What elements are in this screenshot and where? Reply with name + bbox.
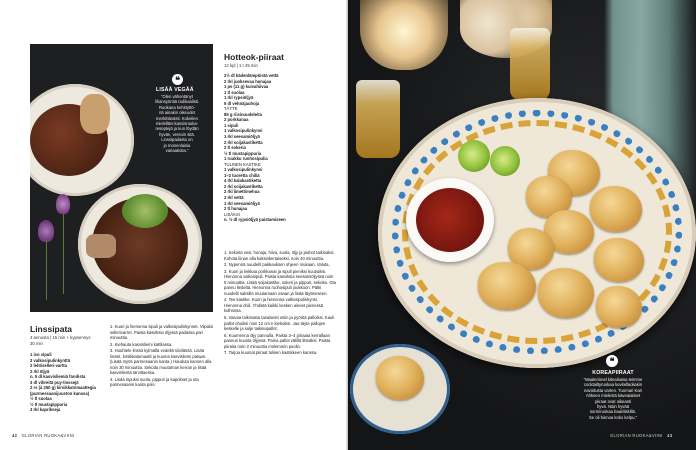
page-gutter — [346, 0, 350, 450]
page-folio-left — [12, 433, 74, 438]
page-folio-right — [610, 433, 672, 438]
ingredient-item: 2 rkl vettä — [224, 195, 244, 201]
tulip-image — [56, 194, 70, 214]
magazine-name: GLORIAN RUOKA&VIINI — [610, 433, 663, 438]
chili-sauce-image — [416, 188, 484, 252]
ingredient-section-heading: TÄYTE — [224, 106, 238, 112]
ingredient-item: 2 tl sokeria — [224, 145, 246, 151]
pie-image — [596, 286, 642, 328]
quote-icon: ❝ — [606, 355, 618, 367]
ingredient-item: ½ tl mustapippuria — [224, 150, 262, 156]
celery-leaves-image — [122, 194, 168, 228]
pie-image — [594, 238, 644, 282]
magazine-name: GLORIAN RUOKA&VIINI — [21, 433, 75, 438]
ingredient-item: 1–2 tuoretta chiliä — [224, 172, 260, 178]
ingredient-list-hotteok — [224, 73, 334, 223]
ingredient-item: 1 sipuli — [224, 122, 239, 128]
ingredient-item: 2 rkl soijakastiketta — [224, 183, 263, 189]
ingredient-item: 85 g riisinuudeleita — [224, 111, 262, 117]
ingredient-item: 1 ps (11 g) kuivahiivaa — [224, 84, 269, 90]
ingredient-item: 2 rkl limettimehua — [224, 189, 260, 195]
step-text: 5. Vaivaa taikinasta tasaisesti osiin ja pyöritä palloiksi. Kauli pallot ohuiksi noin 12 cm:n kiekoiksi. Jaa täyte pallojen keskelle ja sulje taikinapallot. — [224, 315, 335, 332]
ingredient-item: n. 5 dl kasvisliemiä fondista — [30, 374, 86, 380]
right-page-photo — [348, 0, 696, 450]
ingredient-section-heading: TULINEN KASTIKE — [224, 161, 261, 167]
lime-image — [490, 146, 520, 176]
recipe-title-hotteok: Hotteok-piiraat — [224, 52, 284, 62]
step-text: 3. Kuori ja leikkaa porkkanat ja sipuli pieniksi kuutioiksi. Hienonna valkosipuli. Paista kasviksia seesamiöljyssä noin 5 minuuttia. Lisää soijakastike, sokeri ja pippuri, sekoita. Ota pannu liedeltä. Hienonna ruohosipuli joukkoon. Pätki nuudelit saksilla muutamaan osaan ja lisää täytteeseen. — [224, 268, 336, 296]
recipe-meta: 30 min — [30, 341, 43, 346]
lime-image — [458, 140, 490, 172]
recipe-title-linssipata: Linssipata — [30, 324, 73, 334]
ingredient-item: 2½ dl kädenlämpöistä vettä — [224, 73, 279, 78]
step-text: 1. Kuori ja hienonna sipuli ja valkosipulinkynnet. Viipaloi sellerivarret. Paista kasviksia öljyssä padassa pari minuuttia. — [110, 324, 214, 341]
page-number: 43 — [667, 433, 673, 438]
ingredient-item: ½ tl suolaa — [30, 396, 52, 402]
steps-hotteok — [224, 250, 336, 357]
ingredient-item: 2 rkl juoksevaa hunajaa — [224, 78, 272, 84]
lentil-stew-photo — [30, 44, 213, 312]
step-text: 7. Tarjoa kuumat piiraat tulisen kastikkeen kanssa. — [224, 350, 318, 356]
ingredient-item: (purmessaanijuuston kanssa) — [30, 390, 90, 396]
tulip-stem — [63, 214, 64, 294]
pie-image — [478, 262, 536, 310]
tulip-image — [38, 220, 54, 242]
beer-glass-image — [510, 28, 550, 100]
ingredient-item: n. ½ dl rypsiöljyä paistamiseen — [224, 217, 286, 223]
ingredient-item: 2 porkkanaa — [224, 117, 249, 123]
ingredient-item: 1 tl suolaa — [224, 89, 245, 95]
ingredient-item: 1 rkl rypsiöljyä — [224, 95, 254, 101]
pie-image — [538, 268, 594, 318]
step-text: 4. Tee kastike. Kuori ja hienonna valkosipulinkynsi. Hienonna chili. Yhdistä kaikki kesken aineet pienessä kulhossa. — [224, 297, 324, 314]
ingredient-item: 2 rkl soijakastiketta — [224, 139, 263, 145]
candle-image — [360, 0, 448, 70]
tip-text: ”Maalerinnel kiteailussa teimme cocktailtyruokaa kuvitellaoliakin navoitusta varten. Tuomari Kari Ahkeen mielestä käveaiatiset piiraat ovat oikeasti hyvä. Näin hyvää sormiruokaa baaritiskillä. Se oli hienoa koko kelpu.” — [583, 377, 643, 420]
ingredient-item: 2 lehtiselleri-vartta — [30, 363, 68, 369]
step-text: 3. Huuhtele linssit kylmällä vedellä siivilässä. Lisää linssit, kirsikkatomaatit ja kuuma kasvisliemi pataan. (Lisää myös parmesaanin kanta.) Hauduta kannen alla noin 30 minuuttia. Sekoita muutaman kerran ja lisää kasvislientä tarvittaessa. — [110, 348, 212, 376]
ingredient-item: 1 rkl seesamiöljyä — [224, 134, 260, 140]
ingredient-item: 3 rkl kaprikseja — [30, 407, 61, 413]
ingredient-item: 1 valkosipulinkynsi — [224, 128, 263, 134]
pie-image — [590, 186, 642, 232]
quote-text: ”Olen vähentänyt lihansyöntiä radikaalisti. Ruokana kehittyttö- nä ainakin oikeudet merkittävästi. Kokeilen mielelläni kasvisruoka- reseptejä ja kun löydän hyvän, versoin sitä. Linssipadasta on jo monenlaisia variaatioita.” — [154, 94, 200, 154]
step-text: 6. Kuumenna öljy pannulla. Paista 3–4 piiraata kerrallaan pannun kuusta öljyssä. Paina pallot välillä litteäksi. Paista piiraita noin 2 minuuttia molemmin puolin. — [224, 332, 331, 349]
bread-image — [80, 94, 110, 134]
recipe-meta: 4 annosta | 15 min + kypsennys — [30, 335, 91, 340]
step-text: 1. Sekoita vesi, hunaja, hiiva, suola, öljy ja jauhot taikinaksi. Kohota liinan alla kaksinkertaiseksi, noin 40 minuuttia. — [224, 250, 335, 261]
ingredient-item: 2 rkl öljyä — [30, 368, 50, 374]
page-number: 42 — [12, 433, 18, 438]
ingredient-list-linssipata — [30, 352, 110, 413]
step-text: 4. Lisää lopuksi suola, pippuri ja kaprikset ja ota parmesaanin kanta pois. — [110, 376, 199, 388]
ingredient-item: 3 valkosipulinkynttä — [30, 357, 71, 363]
ingredient-section-heading: LISÄKSI — [224, 211, 240, 217]
ingredient-item: 1 ruukku ruohosipulia — [224, 156, 268, 162]
ingredient-item: 5 dl vehnäjauhoja — [224, 100, 260, 106]
steps-linssipata — [110, 324, 214, 389]
quote-icon: ❝ — [172, 74, 183, 85]
beer-glass-image — [356, 80, 400, 158]
tulip-stem — [46, 240, 47, 300]
ingredient-item: 1 valkosipulinkynsi — [224, 167, 263, 173]
quote-title: LISÄÄ VEGÄÄ — [156, 87, 194, 93]
ingredient-item: 3 dl vihreitä puy-linssejä — [30, 379, 79, 385]
ingredient-item: 4 rkl kalakastiketta — [224, 178, 262, 184]
bread-image — [86, 234, 116, 258]
step-text: 2. Kiehauta kasvisliemi kattilassa. — [110, 341, 173, 347]
ingredient-item: 1 iso sipuli — [30, 352, 52, 357]
step-text: 2. Nypennä nuudelit pakkauksen ohjeen mukaan. Valuta. — [224, 262, 330, 268]
tip-title: KOREAPIIRAAT — [592, 370, 634, 376]
pie-image — [376, 356, 424, 400]
ingredient-item: 2 tl hunajaa — [224, 206, 248, 212]
ingredient-item: 1 rkl seesamiöljyä — [224, 200, 260, 206]
recipe-meta: 12 kpl | 1 t 45 min — [224, 63, 258, 68]
ingredient-item: ½ tl mustapippuria — [30, 401, 68, 407]
ingredient-item: 2 rs (à 250 g) kirsikkatomaattegia — [30, 385, 96, 391]
